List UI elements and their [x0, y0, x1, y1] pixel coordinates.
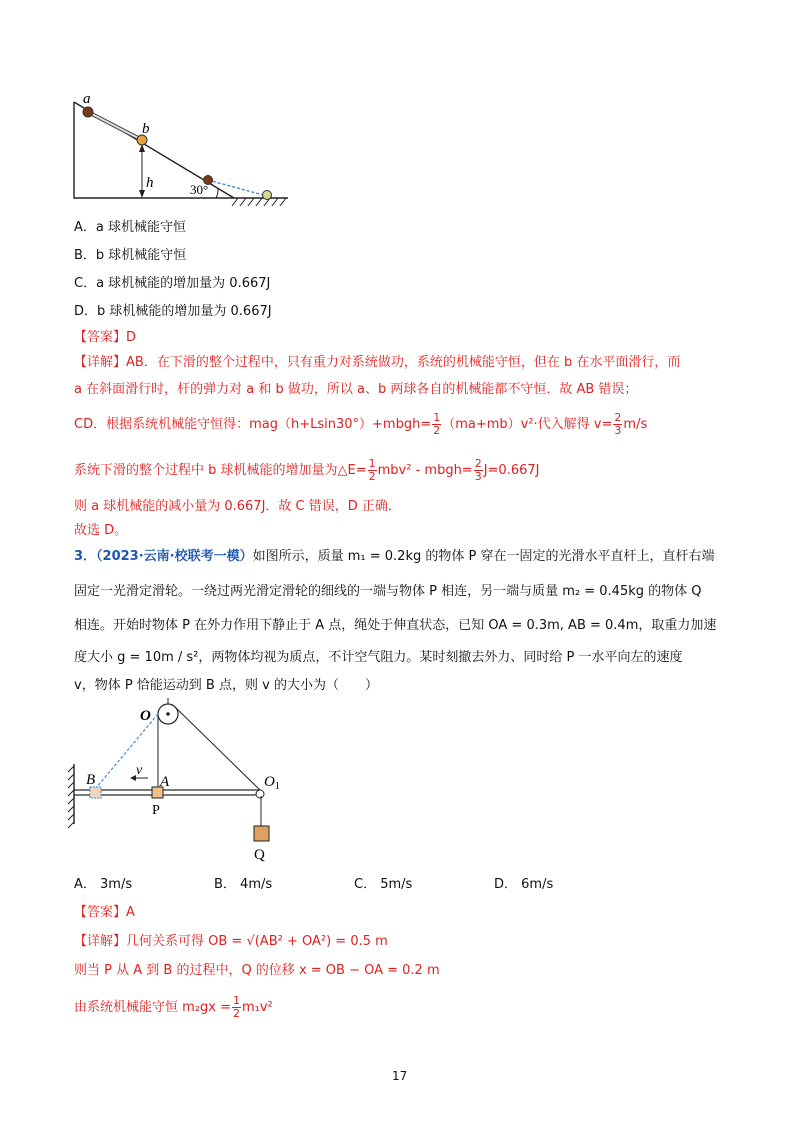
q3-option-b: B． 4m/s — [214, 877, 273, 892]
q3-detail-3-frac — [232, 995, 241, 1020]
q2-cd-frac-num: 1 — [433, 411, 441, 424]
label-O: O — [140, 708, 151, 724]
q3-num: 3． — [74, 549, 97, 564]
q2-detail-tag: 【详解】 — [74, 355, 127, 370]
q2-detail-text1: AB．在下滑的整个过程中，只有重力对系统做功，系统的机械能守恒，但在 b 在水平面滑行，而 — [126, 355, 681, 370]
page-number: 17 — [392, 1069, 408, 1083]
incline-figure — [70, 92, 290, 212]
q3-detail-3-pre: 由系统机械能守恒 m₂gx = — [74, 1000, 231, 1015]
q3-option-a: A． 3m/s — [74, 877, 133, 892]
q2-inc-frac — [368, 458, 377, 483]
q3-line1 — [74, 547, 714, 567]
q2-option-c: C．a 球机械能的增加量为 0.667J — [74, 276, 271, 291]
q2-cd-frac2-den: 3 — [614, 424, 622, 437]
q3-option-c: C． 5m/s — [354, 877, 413, 892]
label-b: b — [142, 121, 150, 137]
q3-text2: 固定一光滑定滑轮。一绕过两光滑定滑轮的细线的一端与物体 P 相连，另一端与质量 m₂ = 0.45kg 的物体 Q — [74, 584, 702, 599]
q2-cd-frac2 — [613, 412, 622, 437]
label-Q: Q — [254, 847, 265, 863]
label-a: a — [83, 92, 91, 107]
q3-option-d: D． 6m/s — [494, 877, 554, 892]
label-A: A — [160, 774, 170, 790]
q2-answer: 【答案】D — [74, 330, 137, 345]
q2-detail-line1 — [74, 353, 680, 373]
q3-detail-1: 【详解】几何关系可得 OB = √(AB² + OA²) = 0.5 m — [74, 934, 388, 949]
q3-detail-2: 则当 P 从 A 到 B 的过程中，Q 的位移 x = OB − OA = 0.2 m — [74, 963, 440, 978]
label-P: P — [152, 803, 160, 818]
label-B: B — [86, 772, 96, 788]
q3-detail-3-post: m₁v² — [241, 1000, 273, 1015]
q2-inc-mid: mbv² - mbgh= — [377, 463, 473, 478]
q2-cd-line — [74, 412, 647, 437]
q2-cd-frac — [432, 412, 441, 437]
q2-inc-frac2 — [474, 458, 483, 483]
q2-inc-frac-den: 2 — [368, 470, 376, 483]
q2-inc-pre: 系统下滑的整个过程中 b 球机械能的增加量为△E= — [74, 463, 367, 478]
q2-cd-mid: （ma+mb）v²·代入解得 v= — [442, 417, 613, 432]
q3-text3: 相连。开始时物体 P 在外力作用下静止于 A 点，绳处于伸直状态，已知 OA = 0.3m, AB = 0.4m，取重力加速 — [74, 618, 717, 633]
q2-option-a: A．a 球机械能守恒 — [74, 220, 186, 235]
q2-cd-frac2-num: 2 — [614, 411, 622, 424]
q2-inc-post: J=0.667J — [483, 463, 540, 478]
q2-cd-pre: CD．根据系统机械能守恒得：mag（h+Lsin30°）+mbgh= — [74, 417, 432, 432]
q2-cd-frac-den: 2 — [433, 424, 441, 437]
q3-text4: 度大小 g = 10m / s²，两物体均视为质点，不计空气阻力。某时刻撤去外力、同时给 P 一水平向左的速度 — [74, 650, 683, 665]
label-h: h — [146, 175, 154, 191]
q2-detail-line2: a 在斜面滑行时，杆的弹力对 a 和 b 做功，所以 a、b 两球各自的机械能都不守恒．故 AB 错误； — [74, 382, 638, 397]
q3-detail-3-num: 1 — [232, 994, 240, 1007]
q2-inc-line — [74, 458, 539, 483]
pulley-figure — [68, 696, 298, 868]
q2-cd-post: m/s — [623, 417, 648, 432]
q3-answer: 【答案】A — [74, 905, 135, 920]
label-v: v — [136, 763, 143, 778]
q3-text1: 如图所示，质量 m₁ = 0.2kg 的物体 P 穿在一固定的光滑水平直杆上，直杆右端 — [252, 549, 715, 564]
q2-choose: 故选 D。 — [74, 523, 128, 538]
label-angle: 30° — [190, 182, 209, 197]
q2-inc-frac-num: 1 — [368, 457, 376, 470]
q2-option-d: D．b 球机械能的增加量为 0.667J — [74, 304, 272, 319]
q2-inc-frac2-num: 2 — [474, 457, 482, 470]
q3-source: （2023·云南·校联考一模） — [96, 549, 253, 564]
q2-inc-frac2-den: 3 — [474, 470, 482, 483]
q3-detail-3-den: 2 — [232, 1007, 240, 1020]
q2-dec: 则 a 球机械能的减小量为 0.667J．故 C 错误，D 正确． — [74, 499, 401, 514]
q2-option-b: B．b 球机械能守恒 — [74, 248, 187, 263]
label-O1: $O_1$ — [264, 774, 280, 792]
q3-detail-3 — [74, 995, 273, 1020]
q3-text5: v，物体 P 恰能运动到 B 点，则 v 的大小为（ ） — [74, 678, 378, 693]
